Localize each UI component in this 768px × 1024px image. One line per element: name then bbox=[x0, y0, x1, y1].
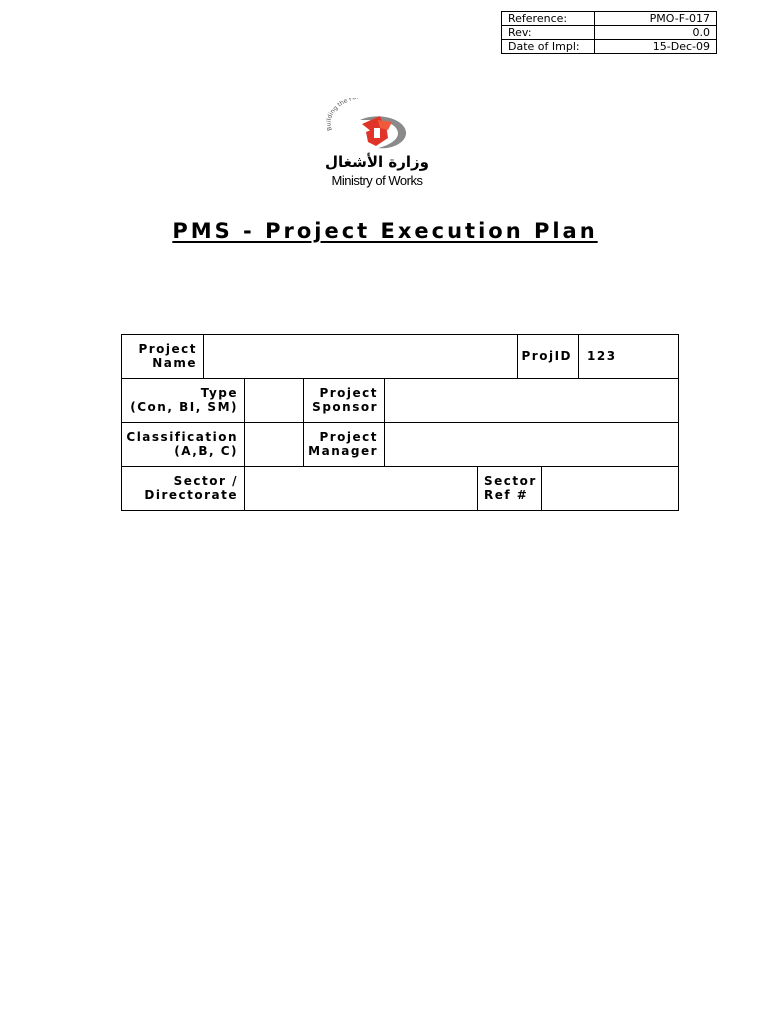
logo-arabic-name: وزارة الأشغال bbox=[325, 153, 429, 171]
reference-value: PMO-F-017 bbox=[595, 12, 717, 26]
manager-label-line1: Project bbox=[319, 430, 378, 444]
rev-value: 0.0 bbox=[595, 26, 717, 40]
classification-label bbox=[122, 423, 244, 466]
page-title-text: PMS - Project Execution Plan bbox=[172, 219, 598, 243]
manager-label-line2: Manager bbox=[308, 444, 378, 458]
logo-english-name: Ministry of Works bbox=[331, 173, 423, 188]
project-name-field[interactable] bbox=[203, 335, 517, 378]
projid-field[interactable]: 123 bbox=[578, 335, 678, 378]
manager-label bbox=[303, 423, 384, 466]
classification-label-line2: (A,B, C) bbox=[174, 444, 238, 458]
type-label-line2: (Con, BI, SM) bbox=[130, 400, 238, 414]
form-row-project-name bbox=[121, 334, 679, 379]
type-label-line1: Type bbox=[200, 386, 238, 400]
sector-label-line1: Sector / bbox=[173, 474, 238, 488]
projid-label: ProjID bbox=[517, 335, 578, 378]
sector-ref-label-line2: Ref # bbox=[484, 488, 529, 502]
project-name-label-line1: Project bbox=[138, 342, 197, 356]
classification-field[interactable] bbox=[244, 423, 303, 466]
sponsor-label-line1: Project bbox=[319, 386, 378, 400]
sponsor-label-line2: Sponsor bbox=[312, 400, 378, 414]
type-label bbox=[122, 379, 244, 422]
project-info-form bbox=[121, 334, 679, 510]
ministry-logo bbox=[322, 98, 432, 192]
form-row-sector bbox=[121, 466, 679, 511]
form-row-type bbox=[121, 378, 679, 423]
page-title bbox=[0, 219, 768, 243]
reference-row bbox=[502, 12, 717, 26]
sponsor-field[interactable] bbox=[384, 379, 678, 422]
sector-ref-field[interactable] bbox=[541, 467, 678, 510]
sector-ref-label-line1: Sector bbox=[484, 474, 537, 488]
project-name-label-line2: Name bbox=[152, 356, 197, 370]
sector-label bbox=[122, 467, 244, 510]
ministry-emblem-icon bbox=[322, 98, 432, 156]
date-value: 15-Dec-09 bbox=[595, 40, 717, 54]
reference-box bbox=[501, 11, 717, 54]
sponsor-label bbox=[303, 379, 384, 422]
date-label: Date of Impl: bbox=[502, 40, 595, 54]
rev-label: Rev: bbox=[502, 26, 595, 40]
manager-field[interactable] bbox=[384, 423, 678, 466]
sector-label-line2: Directorate bbox=[144, 488, 238, 502]
type-field[interactable] bbox=[244, 379, 303, 422]
rev-row bbox=[502, 26, 717, 40]
classification-label-line1: Classification bbox=[126, 430, 238, 444]
form-row-classification bbox=[121, 422, 679, 467]
date-row bbox=[502, 40, 717, 54]
reference-label: Reference: bbox=[502, 12, 595, 26]
sector-field[interactable] bbox=[244, 467, 477, 510]
logo-tagline: Building the F bbox=[325, 98, 354, 132]
project-name-label bbox=[122, 335, 203, 378]
sector-ref-label bbox=[477, 467, 541, 510]
